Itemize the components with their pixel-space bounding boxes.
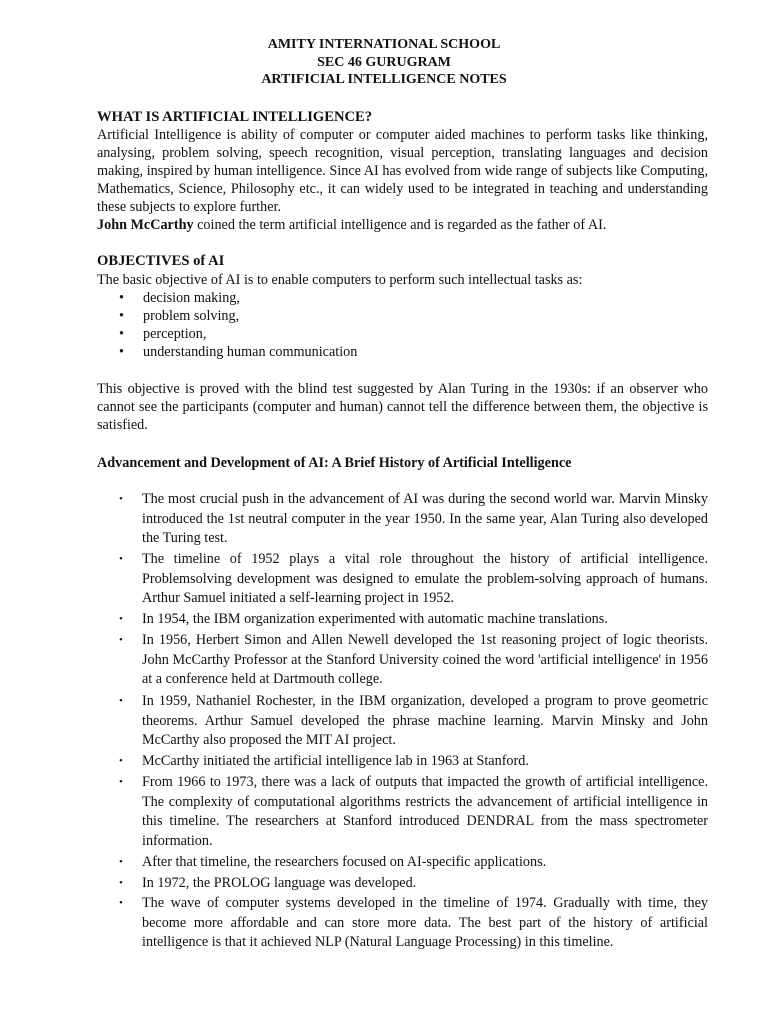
list-item-text: understanding human communication bbox=[143, 344, 358, 360]
list-item bbox=[97, 490, 708, 549]
list-item bbox=[97, 894, 708, 953]
mccarthy-name: John McCarthy bbox=[97, 217, 194, 233]
bullet-icon: • bbox=[119, 856, 123, 868]
what-is-ai-paragraph bbox=[97, 126, 708, 234]
bullet-icon: • bbox=[119, 553, 123, 565]
list-item bbox=[97, 289, 708, 307]
school-location: SEC 46 GURUGRAM bbox=[317, 54, 451, 70]
bullet-icon: • bbox=[119, 344, 124, 360]
bullet-icon: • bbox=[119, 290, 124, 306]
bullet-icon: • bbox=[119, 634, 123, 646]
mccarthy-line bbox=[97, 216, 708, 234]
objectives-intro: The basic objective of AI is to enable computers to perform such intellectual tasks as: bbox=[97, 272, 583, 288]
list-item-text: The wave of computer systems developed in the timeline of 1974. Gradually with time, they become more affordable and can store more data. The best part of the history of artificial intelligence is that it achieved NLP (Natural Language Processing) in this timeline. bbox=[142, 895, 708, 951]
list-item-text: McCarthy initiated the artificial intelligence lab in 1963 at Stanford. bbox=[142, 753, 529, 769]
bullet-icon: • bbox=[119, 877, 123, 889]
list-item bbox=[97, 550, 708, 609]
list-item-text: The most crucial push in the advancement of AI was during the second world war. Marvin Minsky introduced the 1st neutral computer in the year 1950. In the same year, Alan Turing also developed the Turing test. bbox=[142, 491, 708, 547]
list-item bbox=[97, 874, 708, 894]
list-item bbox=[97, 610, 708, 630]
bullet-icon: • bbox=[119, 613, 123, 625]
document-title: ARTIFICIAL INTELLIGENCE NOTES bbox=[261, 72, 507, 87]
list-item bbox=[97, 631, 708, 690]
list-item-text: problem solving, bbox=[143, 308, 240, 324]
list-item bbox=[97, 692, 708, 751]
section-heading-objectives: OBJECTIVES of AI bbox=[97, 253, 225, 269]
ai-definition-text: Artificial Intelligence is ability of computer or computer aided machines to perform tasks like thinking, analysing, problem solving, speech recognition, visual perception, translating languages and decision making, inspired by human intelligence. Since AI has evolved from wide range of subjects like Computing, Mathematics, Science, Philosophy etc., it can widely used to be integrated in teaching and understanding these subjects to explore further. bbox=[97, 127, 708, 215]
bullet-icon: • bbox=[119, 493, 123, 505]
school-name: AMITY INTERNATIONAL SCHOOL bbox=[267, 37, 501, 52]
list-item-text: In 1956, Herbert Simon and Allen Newell developed the 1st reasoning project of logic theorists. John McCarthy Professor at the Stanford University coined the word 'artificial intelligence' in 1956 at a conference held at Dartmouth college. bbox=[142, 632, 708, 688]
bullet-icon: • bbox=[119, 308, 124, 324]
bullet-icon: • bbox=[119, 326, 124, 342]
list-item bbox=[97, 307, 708, 325]
bullet-icon: • bbox=[119, 695, 123, 707]
list-item-text: In 1954, the IBM organization experimented with automatic machine translations. bbox=[142, 611, 608, 627]
section-heading-history: Advancement and Development of AI: A Brief History of Artificial Intelligence bbox=[97, 455, 572, 471]
list-item-text: From 1966 to 1973, there was a lack of outputs that impacted the growth of artificial intelligence. The complexity of computational algorithms restricts the advancement of artificial intelligence in this timeline. The researchers at Stanford introduced DENDRAL from the mass spectrometer information. bbox=[142, 774, 708, 849]
list-item bbox=[97, 853, 708, 873]
list-item-text: The timeline of 1952 plays a vital role throughout the history of artificial intelligence. Problemsolving development was designed to emulate the problem-solving approach of humans. Arthur Samuel initiated a self-learning project in 1952. bbox=[142, 551, 708, 607]
bullet-icon: • bbox=[119, 897, 123, 909]
list-item-text: decision making, bbox=[143, 290, 240, 306]
bullet-icon: • bbox=[119, 755, 123, 767]
list-item-text: In 1959, Nathaniel Rochester, in the IBM organization, developed a program to prove geometric theorems. Arthur Samuel developed the phrase machine learning. Marvin Minsky and John McCarthy also proposed the MIT AI project. bbox=[142, 693, 708, 749]
document-header bbox=[0, 36, 768, 89]
list-item-text: After that timeline, the researchers focused on AI-specific applications. bbox=[142, 854, 547, 870]
section-heading-what-is-ai: WHAT IS ARTIFICIAL INTELLIGENCE? bbox=[97, 109, 373, 125]
list-item bbox=[97, 752, 708, 772]
list-item bbox=[97, 325, 708, 343]
list-item bbox=[97, 343, 708, 361]
bullet-icon: • bbox=[119, 776, 123, 788]
objectives-list bbox=[97, 289, 708, 361]
mccarthy-text: coined the term artificial intelligence and is regarded as the father of AI. bbox=[193, 217, 607, 233]
list-item-text: perception, bbox=[143, 326, 207, 342]
list-item bbox=[97, 773, 708, 851]
turing-test-paragraph: This objective is proved with the blind test suggested by Alan Turing in the 1930s: if an observer who cannot see the participants (computer and human) cannot tell the difference between them, the objective is satisfied. bbox=[97, 381, 708, 433]
list-item-text: In 1972, the PROLOG language was developed. bbox=[142, 875, 417, 891]
